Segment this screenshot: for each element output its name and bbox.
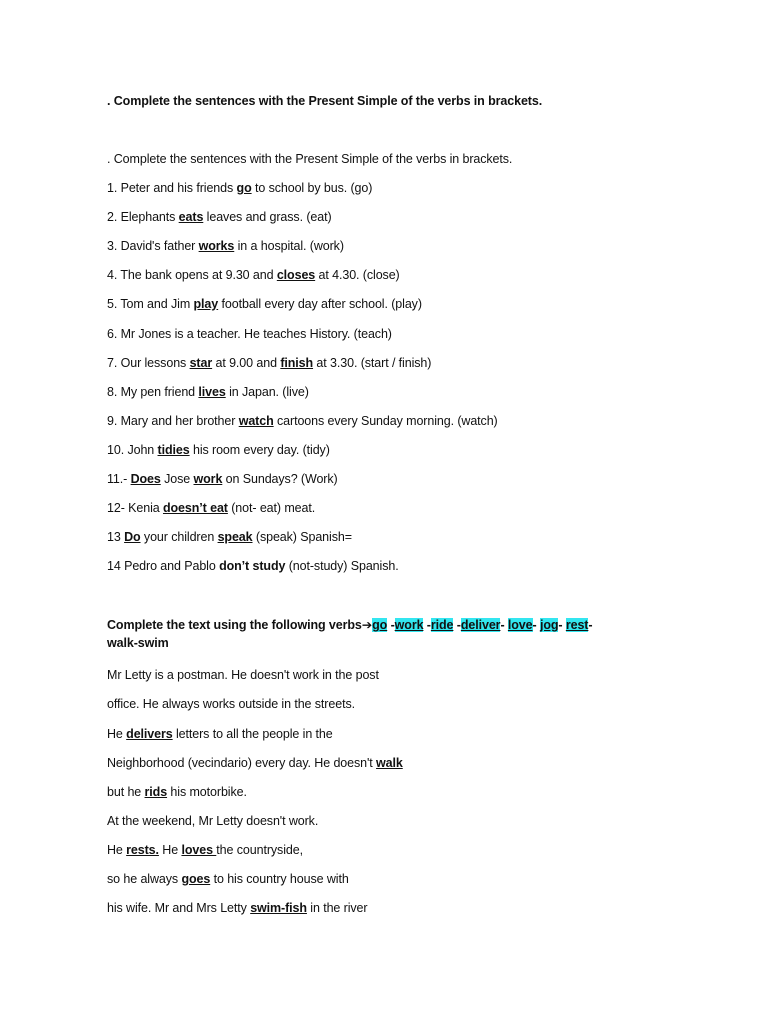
exercise2-line: but he rids his motorbike. [107, 785, 247, 799]
answer: speak [217, 530, 253, 544]
exercise2-line: Neighborhood (vecindario) every day. He doesn't walk [107, 756, 403, 770]
answer: Does [130, 472, 161, 486]
answer: star [189, 356, 213, 370]
verb-highlight: rest [565, 618, 589, 632]
verb-highlight: deliver [460, 618, 501, 632]
exercise1-item: 7. Our lessons star at 9.00 and finish at 3.30. (start / finish) [107, 356, 432, 370]
answer: walk [376, 756, 403, 770]
exercise1-item: 6. Mr Jones is a teacher. He teaches History. (teach) [107, 327, 392, 341]
exercise1-item: 10. John tidies his room every day. (tidy) [107, 443, 330, 457]
answer: finish [280, 356, 314, 370]
exercise1-item: 12- Kenia doesn’t eat (not- eat) meat. [107, 501, 316, 515]
exercise1-item: 14 Pedro and Pablo don’t study (not-study) Spanish. [107, 559, 399, 573]
verb-highlight: ride [430, 618, 454, 632]
exercise2-line: At the weekend, Mr Letty doesn't work. [107, 814, 319, 828]
arrow-right-icon: ➔ [361, 618, 373, 632]
exercise1-item: 13 Do your children speak (speak) Spanish= [107, 530, 352, 544]
verb-highlight: jog [539, 618, 559, 632]
answer: Do [124, 530, 141, 544]
answer: rids [144, 785, 168, 799]
exercise1-item: 1. Peter and his friends go to school by bus. (go) [107, 181, 373, 195]
answer: watch [238, 414, 274, 428]
answer: lives [198, 385, 226, 399]
exercise1-instruction: . Complete the sentences with the Present Simple of the verbs in brackets. [107, 152, 513, 166]
answer: goes [181, 872, 211, 886]
answer: swim-fish [250, 901, 307, 915]
exercise2-line: Mr Letty is a postman. He doesn't work in the post [107, 668, 379, 682]
verb-highlight: go [372, 618, 388, 632]
exercise1-item: 4. The bank opens at 9.30 and closes at 4.30. (close) [107, 268, 400, 282]
answer: delivers [126, 727, 173, 741]
answer: tidies [157, 443, 190, 457]
answer: don’t study [219, 559, 286, 573]
answer: rests. [126, 843, 159, 857]
answer: go [236, 181, 252, 195]
answer: closes [276, 268, 316, 282]
exercise2-line: his wife. Mr and Mrs Letty swim-fish in the river [107, 901, 368, 915]
exercise2-instruction: Complete the text using the following verbs➔go -work -ride -deliver- love- jog- rest- walk-swim [107, 618, 593, 650]
answer: play [193, 297, 219, 311]
answer: doesn’t eat [162, 501, 228, 515]
exercise2-line: so he always goes to his country house with [107, 872, 349, 886]
page-title: . Complete the sentences with the Present Simple of the verbs in brackets. [107, 94, 543, 108]
answer: loves [181, 843, 217, 857]
exercise1-item: 5. Tom and Jim play football every day after school. (play) [107, 297, 422, 311]
answer: works [198, 239, 235, 253]
exercise1-item: 9. Mary and her brother watch cartoons every Sunday morning. (watch) [107, 414, 498, 428]
verb-highlight: work [394, 618, 424, 632]
answer: work [193, 472, 223, 486]
exercise1-item: 8. My pen friend lives in Japan. (live) [107, 385, 309, 399]
exercise1-item: 11.- Does Jose work on Sundays? (Work) [107, 472, 338, 486]
exercise2-line: He delivers letters to all the people in the [107, 727, 333, 741]
exercise1-item: 2. Elephants eats leaves and grass. (eat) [107, 210, 332, 224]
exercise2-line: office. He always works outside in the streets. [107, 697, 355, 711]
exercise2-line: He rests. He loves the countryside, [107, 843, 303, 857]
answer: eats [178, 210, 204, 224]
exercise1-item: 3. David's father works in a hospital. (work) [107, 239, 344, 253]
verb-highlight: love [507, 618, 533, 632]
